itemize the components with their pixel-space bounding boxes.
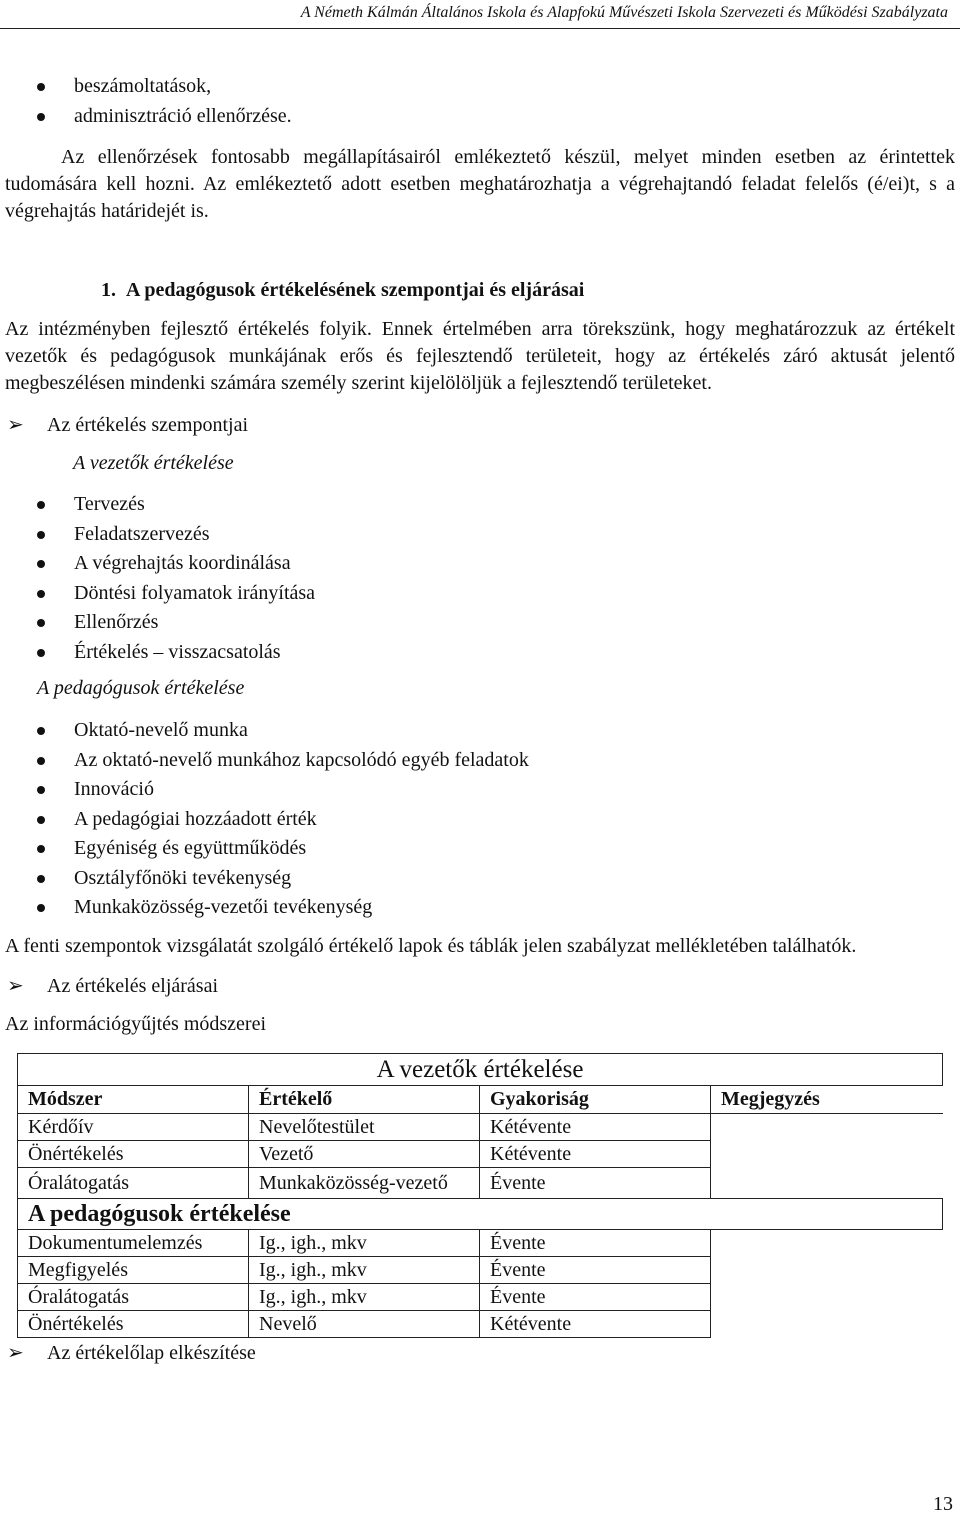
procedures-heading: ➢ Az értékelés eljárásai [5, 971, 955, 1001]
bullet-icon [37, 649, 45, 657]
list-item: Ellenőrzés [5, 608, 955, 638]
table-cell: Évente [480, 1229, 711, 1256]
table-cell: Kétévente [480, 1113, 711, 1140]
list-item: Értékelés – visszacsatolás [5, 638, 955, 668]
bullet-icon [37, 845, 45, 853]
arrow-bullet-icon: ➢ [7, 1341, 24, 1364]
table-row [18, 1113, 943, 1140]
section-title: A pedagógusok értékelésének szempontjai és eljárásai [126, 279, 585, 301]
paragraph-development-evaluation: Az intézményben fejlesztő értékelés folyik. Ennek értelmében arra törekszünk, hogy meghatározzuk az értékelt vezetők és pedagógusok munkájának erős és fejlesztendő területeit, hogy az értékelés záró aktusát jelentő megbeszélésen mindenki számára személy szerint kijelölöljük a fejlesztendő területeket. [5, 318, 955, 394]
table-cell [711, 1256, 943, 1283]
table-row [18, 1198, 943, 1229]
table-cell: Ig., igh., mkv [249, 1229, 480, 1256]
table-cell [711, 1167, 943, 1198]
column-header: Módszer [18, 1085, 249, 1113]
bullet-icon [37, 590, 45, 598]
page-number: 13 [933, 1493, 953, 1515]
table-cell: Vezető [249, 1140, 480, 1167]
table-cell: Önértékelés [18, 1140, 249, 1167]
table-row [18, 1256, 943, 1283]
table-cell: Kétévente [480, 1140, 711, 1167]
bullet-icon [37, 501, 45, 509]
list-item: Egyéniség és együttműködés [5, 834, 955, 864]
table-cell: Nevelőtestület [249, 1113, 480, 1140]
table-cell: Kétévente [480, 1310, 711, 1337]
table-row [18, 1229, 943, 1256]
table-cell: Óralátogatás [18, 1283, 249, 1310]
table-cell: Évente [480, 1256, 711, 1283]
bullet-icon [37, 875, 45, 883]
intro-bullet-list [5, 72, 955, 131]
table-row [18, 1140, 943, 1167]
arrow-bullet-icon: ➢ [7, 414, 24, 436]
bullet-icon [37, 757, 45, 765]
list-item: Munkaközösség-vezetői tevékenység [5, 893, 955, 923]
table-cell: Ig., igh., mkv [249, 1256, 480, 1283]
table-cell: Évente [480, 1167, 711, 1198]
table-title-teachers: A pedagógusok értékelése [18, 1198, 943, 1229]
aspects-heading: ➢ Az értékelés szempontjai [5, 410, 955, 440]
form-preparation-heading: ➢ Az értékelőlap elkészítése [5, 1338, 955, 1368]
bullet-icon [37, 816, 45, 824]
list-item: Az oktató-nevelő munkához kapcsolódó egyéb feladatok [5, 746, 955, 776]
table-cell [711, 1140, 943, 1167]
table-title-leaders: A vezetők értékelése [18, 1053, 943, 1085]
teachers-evaluation-title: A pedagógusok értékelése [37, 677, 245, 699]
table-row [18, 1283, 943, 1310]
table-cell: Óralátogatás [18, 1167, 249, 1198]
leaders-evaluation-title: A vezetők értékelése [73, 452, 234, 474]
leaders-aspects-list [5, 490, 955, 667]
section-number: 1. [101, 279, 116, 301]
info-collection-label: Az információgyűjtés módszerei [5, 1012, 267, 1035]
bullet-icon [37, 531, 45, 539]
table-cell [711, 1113, 943, 1140]
table-cell: Dokumentumelemzés [18, 1229, 249, 1256]
column-header: Értékelő [249, 1085, 480, 1113]
list-item: adminisztráció ellenőrzése. [5, 102, 955, 132]
column-header: Megjegyzés [711, 1085, 943, 1113]
table-header-row [18, 1085, 943, 1113]
table-cell: Ig., igh., mkv [249, 1283, 480, 1310]
section-heading [5, 276, 955, 305]
table-row [18, 1310, 943, 1337]
bullet-icon [37, 786, 45, 794]
bullet-icon [37, 619, 45, 627]
list-item: Döntési folyamatok irányítása [5, 579, 955, 609]
bullet-icon [37, 727, 45, 735]
paragraph-appendix-note: A fenti szempontok vizsgálatát szolgáló értékelő lapok és táblák jelen szabályzat mellékletében találhatók. [5, 934, 857, 957]
paragraph-memo: Az ellenőrzések fontosabb megállapításairól emlékeztető készül, melyet minden esetben az érintettek tudomására kell hozni. Az emlékeztető adott esetben meghatározhatja a végrehajtandó feladat felelős (é/ei)t, s a végrehajtás határidejét is. [5, 146, 955, 222]
table-row [18, 1053, 943, 1085]
header-title: A Németh Kálmán Általános Iskola és Alapfokú Művészeti Iskola Szervezeti és Működési Szabályzata [300, 4, 948, 21]
teachers-aspects-list [5, 716, 955, 923]
table-cell: Kérdőív [18, 1113, 249, 1140]
bullet-icon [37, 113, 45, 121]
list-item: Osztályfőnöki tevékenység [5, 864, 955, 894]
bullet-icon [37, 904, 45, 912]
list-item: A végrehajtás koordinálása [5, 549, 955, 579]
list-item: Feladatszervezés [5, 520, 955, 550]
table-cell: Önértékelés [18, 1310, 249, 1337]
document-body [5, 70, 955, 1368]
table-cell: Évente [480, 1283, 711, 1310]
bullet-icon [37, 560, 45, 568]
table-cell: Nevelő [249, 1310, 480, 1337]
table-cell: Megfigyelés [18, 1256, 249, 1283]
table-cell: Munkaközösség-vezető [249, 1167, 480, 1198]
column-header: Gyakoriság [480, 1085, 711, 1113]
bullet-icon [37, 83, 45, 91]
list-item: A pedagógiai hozzáadott érték [5, 805, 955, 835]
evaluation-methods-table [17, 1053, 943, 1338]
list-item: Tervezés [5, 490, 955, 520]
page-header [0, 0, 960, 29]
list-item: Innováció [5, 775, 955, 805]
table-cell [711, 1283, 943, 1310]
list-item: Oktató-nevelő munka [5, 716, 955, 746]
list-item: beszámoltatások, [5, 72, 955, 102]
arrow-bullet-icon: ➢ [7, 974, 24, 997]
table-cell [711, 1310, 943, 1337]
table-row [18, 1167, 943, 1198]
table-cell [711, 1229, 943, 1256]
